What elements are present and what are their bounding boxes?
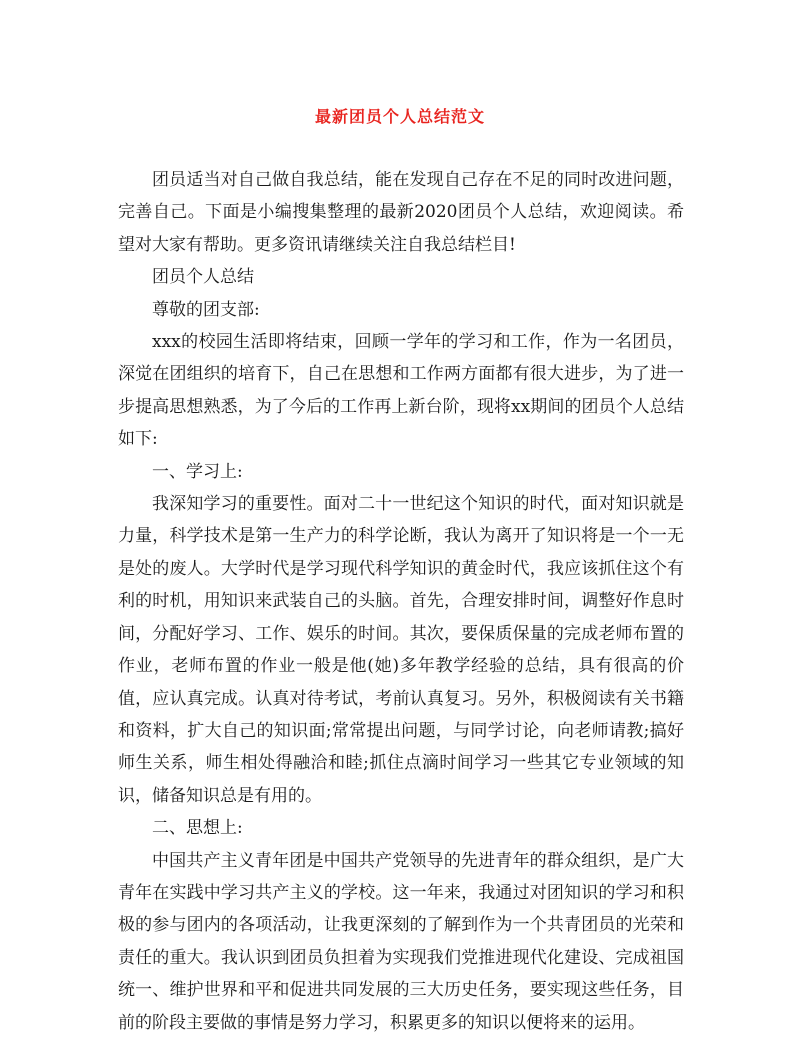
section-1-paragraph: 我深知学习的重要性。面对二十一世纪这个知识的时代，面对知识就是力量，科学技术是第一生产力的科学论断，我认为离开了知识将是一个一无是处的废人。大学时代是学习现代科学知识的黄金时代，我应该抓住这个有利的时机，用知识来武装自己的头脑。首先，合理安排时间，调整好作息时间，分配好学习、工作、娱乐的时间。其次，要保质保量的完成老师布置的作业，老师布置的作业一般是他(她)多年教学经验的总结，具有很高的价值，应认真完成。认真对待考试，考前认真复习。另外，积极阅读有关书籍和资料，扩大自己的知识面;常常提出问题，与同学讨论，向老师请教;搞好师生关系，师生相处得融洽和睦;抓住点滴时间学习一些其它专业领域的知识，储备知识总是有用的。	[118, 494, 684, 806]
intro-paragraph: 团员适当对自己做自我总结，能在发现自己存在不足的同时改进问题，完善自己。下面是小编搜集整理的最新2020团员个人总结，欢迎阅读。希望对大家有帮助。更多资讯请继续关注自我总结栏目!	[118, 170, 684, 255]
section-1-heading: 一、学习上:	[152, 461, 243, 482]
section-2-paragraph: 中国共产主义青年团是中国共产党领导的先进青年的群众组织，是广大青年在实践中学习共产主义的学校。这一年来，我通过对团知识的学习和积极的参与团内的各项活动，让我更深刻的了解到作为一个共青团员的光荣和责任的重大。我认识到团员负担着为实现我们党推进现代化建设、完成祖国统一、维护世界和平和促进共同发展的三大历史任务，要实现这些任务，目前的阶段主要做的事情是努力学习，积累更多的知识以便将来的运用。	[118, 850, 684, 1033]
salutation: 尊敬的团支部:	[152, 299, 260, 320]
subtitle: 团员个人总结	[152, 267, 254, 288]
document-body	[118, 164, 684, 1039]
section-2-heading: 二、思想上:	[152, 818, 243, 839]
document-title: 最新团员个人总结范文	[314, 107, 485, 126]
opening-paragraph: xxx的校园生活即将结束，回顾一学年的学习和工作，作为一名团员，深觉在团组织的培育下，自己在思想和工作两方面都有很大进步，为了进一步提高思想熟悉，为了今后的工作再上新台阶，现将xx期间的团员个人总结如下:	[118, 332, 684, 450]
